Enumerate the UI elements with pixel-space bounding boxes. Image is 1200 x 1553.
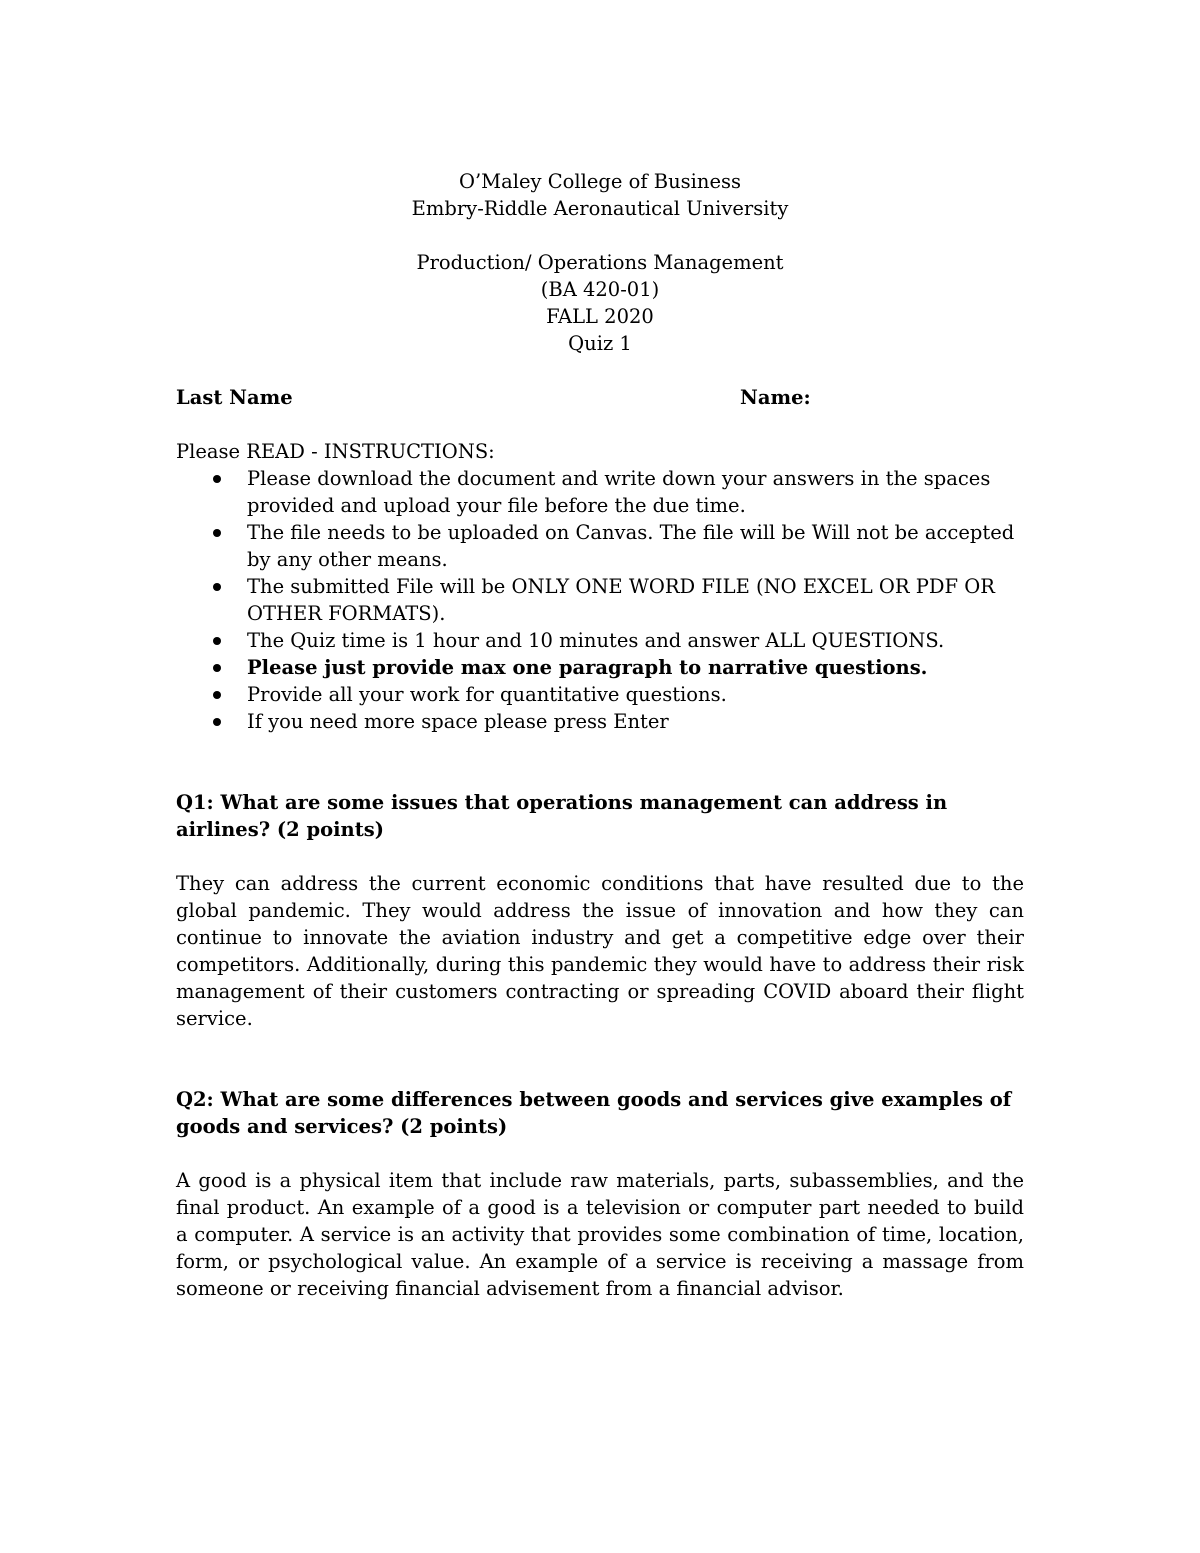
instruction-item: The submitted File will be ONLY ONE WORD FILE (NO EXCEL OR PDF OR OTHER FORMATS). [176,573,1024,627]
answer-2: A good is a physical item that include raw materials, parts, subassemblies, and the final product. An example of a good is a television or computer part needed to build a computer. A service is an activity that provides some combination of time, location, form, or psychological value. An example of a service is receiving a massage from someone or receiving financial advisement from a financial advisor. [176,1169,1024,1300]
question-1: Q1: What are some issues that operations management can address in airlines? (2 points) [176,791,948,841]
course-section: (BA 420-01) [540,278,660,301]
bullet-icon [213,529,221,537]
bullet-icon [213,718,221,726]
instruction-item: Please download the document and write down your answers in the spaces provided and upload your file before the due time. [176,465,1024,519]
university-name: Embry-Riddle Aeronautical University [411,197,789,220]
section-gap [176,762,1024,789]
instruction-item: Provide all your work for quantitative questions. [176,681,1024,708]
section-gap [176,1059,1024,1086]
name-label: Name: [740,386,811,409]
document-content [176,168,1024,1302]
college-name: O’Maley College of Business [458,170,742,193]
quiz-title: Quiz 1 [568,332,632,355]
bullet-icon [213,691,221,699]
name-fields-row [176,384,1024,411]
answer-1: They can address the current economic conditions that have resulted due to the global pandemic. They would address the issue of innovation and how they can continue to innovate the aviation industry and get a competitive edge over their competitors. Additionally, during this pandemic they would have to address their risk management of their customers contracting or spreading COVID aboard their flight service. [176,872,1024,1030]
instructions-list [176,465,1024,735]
instructions-title: Please READ - INSTRUCTIONS: [176,440,495,463]
bullet-icon [213,475,221,483]
bullet-icon [213,583,221,591]
question-gap [176,1140,1024,1167]
document-header [176,168,1024,357]
instruction-item: The Quiz time is 1 hour and 10 minutes and answer ALL QUESTIONS. [176,627,1024,654]
instruction-item: Please just provide max one paragraph to narrative questions. [176,654,1024,681]
header-gap [176,357,1024,384]
instruction-item: If you need more space please press Enter [176,708,1024,735]
course-title: Production/ Operations Management [416,251,784,274]
bullet-icon [213,664,221,672]
question-2: Q2: What are some differences between goods and services give examples of goods and services? (2 points) [176,1088,1012,1138]
question-gap [176,843,1024,870]
section-gap [176,735,1024,762]
instruction-item: The file needs to be uploaded on Canvas. The file will be Will not be accepted by any other means. [176,519,1024,573]
course-term: FALL 2020 [546,305,654,328]
last-name-label: Last Name [176,386,293,409]
header-spacer [176,222,1024,249]
section-gap [176,1032,1024,1059]
bullet-icon [213,637,221,645]
